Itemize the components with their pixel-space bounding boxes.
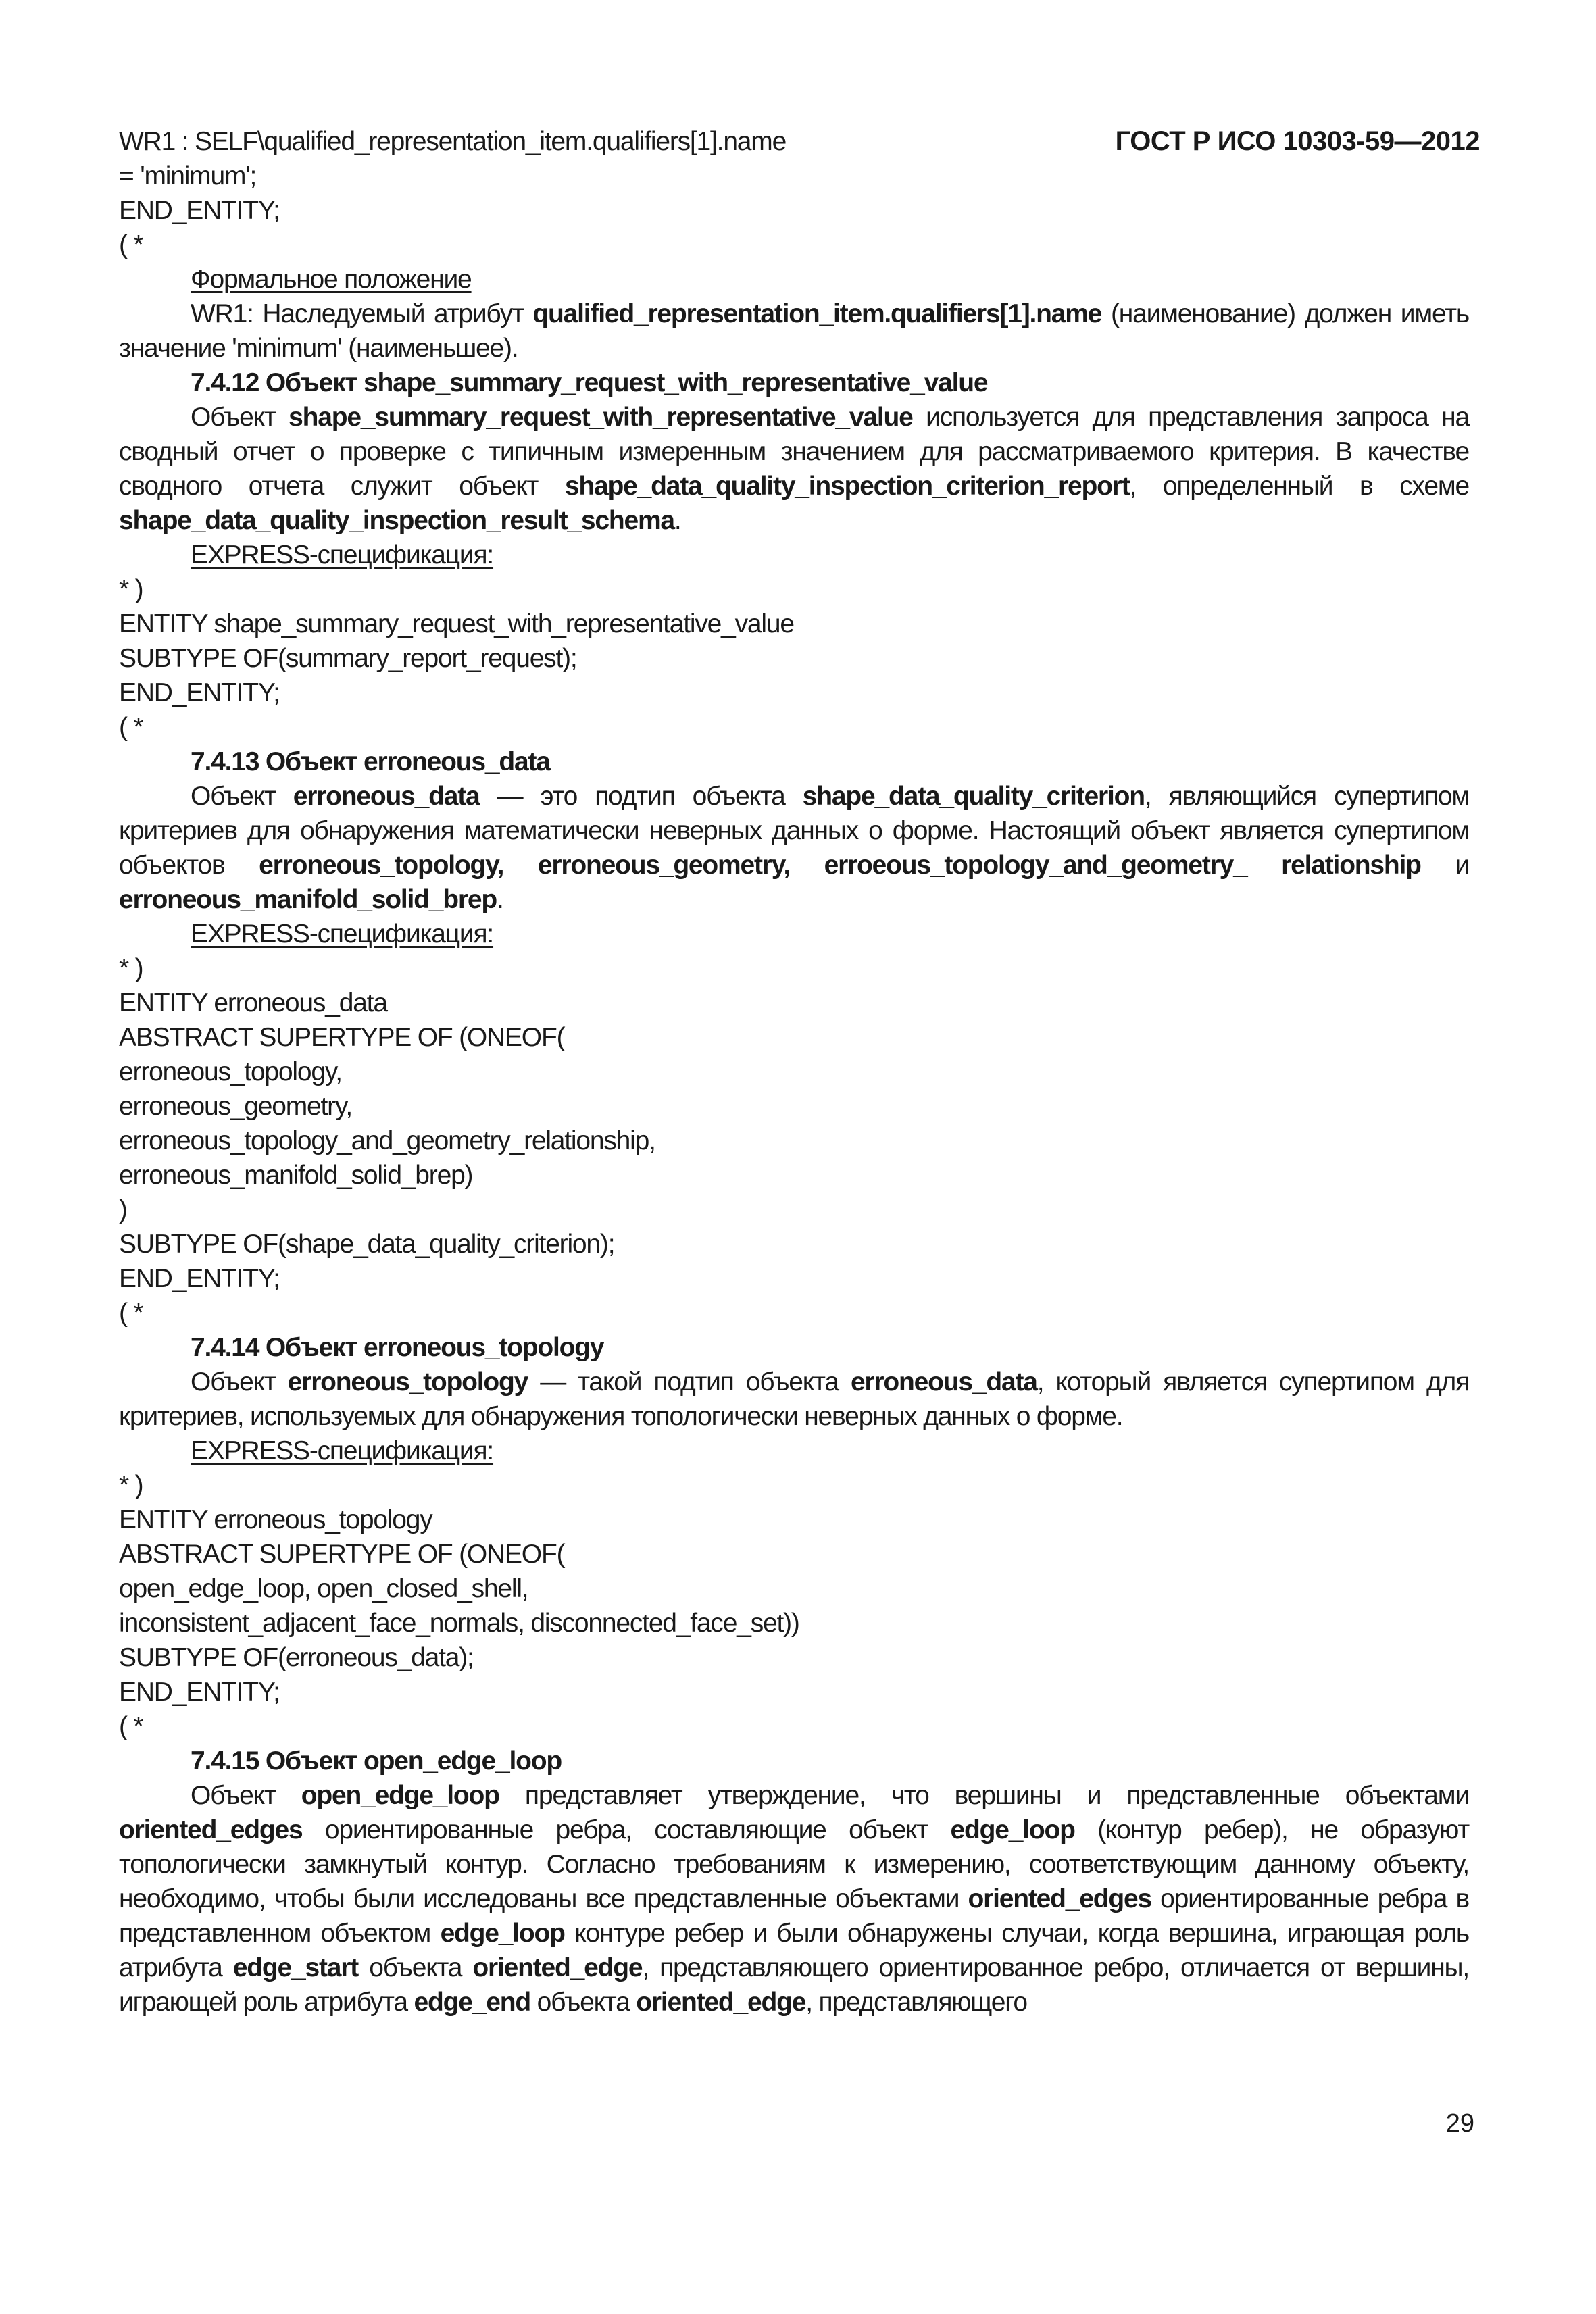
code-line: END_ENTITY;	[119, 678, 280, 707]
page-body	[119, 124, 1469, 2019]
code-line: SUBTYPE OF(erroneous_data);	[119, 1643, 474, 1672]
section-paragraph-7-4-14: Объект erroneous_topology — такой подтип объекта erroneous_data, который является супертипом для критериев, используемых для обнаружения топологически неверных данных о форме.	[119, 1367, 1469, 1431]
code-line: erroneous_manifold_solid_brep)	[119, 1161, 473, 1190]
code-line: END_ENTITY;	[119, 1264, 280, 1293]
code-line: ( *	[119, 1299, 143, 1328]
code-line: erroneous_topology_and_geometry_relationship,	[119, 1126, 655, 1155]
code-line: = 'minimum';	[119, 161, 257, 191]
code-line: * )	[119, 575, 143, 604]
code-line: open_edge_loop, open_closed_shell,	[119, 1574, 528, 1603]
section-paragraph-7-4-13: Объект erroneous_data — это подтип объекта shape_data_quality_criterion, являющийся супертипом критериев для обнаружения математически неверных данных о форме. Настоящий объект является супертипом объектов erroneous_topology, erroneous_geometry, erroeous_topology_and_geometry_ relationship и erroneous_manifold_solid_brep.	[119, 782, 1469, 914]
formal-paragraph: WR1: Наследуемый атрибут qualified_representation_item.qualifiers[1].name (наименование) должен иметь значение 'minimum' (наименьшее).	[119, 299, 1469, 363]
code-line: WR1 : SELF\qualified_representation_item.qualifiers[1].name	[119, 127, 787, 156]
code-line: ( *	[119, 230, 143, 259]
section-heading-7-4-12: 7.4.12 Объект shape_summary_request_with_representative_value	[191, 368, 988, 397]
code-line: END_ENTITY;	[119, 196, 280, 225]
code-line: ( *	[119, 713, 143, 742]
code-line: )	[119, 1195, 127, 1224]
code-line: * )	[119, 954, 143, 983]
section-heading-7-4-14: 7.4.14 Объект erroneous_topology	[191, 1333, 604, 1362]
express-spec-label: EXPRESS-спецификация:	[191, 920, 494, 949]
code-line: SUBTYPE OF(shape_data_quality_criterion);	[119, 1230, 615, 1259]
code-line: ENTITY shape_summary_request_with_representative_value	[119, 609, 794, 638]
section-heading-7-4-15: 7.4.15 Объект open_edge_loop	[191, 1746, 562, 1776]
section-paragraph-7-4-12: Объект shape_summary_request_with_representative_value используется для представления запроса на сводный отчет о проверке с типичным измеренным значением для рассматриваемого критерия. В качестве сводного отчета служит объект shape_data_quality_inspection_criterion_report, определенный в схеме shape_data_quality_inspection_result_schema.	[119, 403, 1469, 535]
section-paragraph-7-4-15: Объект open_edge_loop представляет утверждение, что вершины и представленные объектами oriented_edges ориентированные ребра, составляющие объект edge_loop (контур ребер), не образуют топологически замкнутый контур. Согласно требованиям к измерению, соответствующим данному объекту, необходимо, чтобы были исследованы все представленные объектами oriented_edges ориентированные ребра в представленном объектом edge_loop контуре ребер и были обнаружены случаи, когда вершина, играющая роль атрибута edge_start объекта oriented_edge, представляющего ориентированное ребро, отличается от вершины, играющей роль атрибута edge_end объекта oriented_edge, представляющего	[119, 1781, 1469, 2017]
section-heading-7-4-13: 7.4.13 Объект erroneous_data	[191, 747, 550, 776]
code-line: ENTITY erroneous_topology	[119, 1505, 432, 1534]
code-line: ( *	[119, 1712, 143, 1741]
express-spec-label: EXPRESS-спецификация:	[191, 540, 494, 570]
code-line: END_ENTITY;	[119, 1678, 280, 1707]
code-line: SUBTYPE OF(summary_report_request);	[119, 644, 577, 673]
code-line: ABSTRACT SUPERTYPE OF (ONEOF(	[119, 1540, 565, 1569]
formal-heading: Формальное положение	[191, 265, 472, 294]
code-line: erroneous_topology,	[119, 1057, 342, 1086]
code-line: ABSTRACT SUPERTYPE OF (ONEOF(	[119, 1023, 565, 1052]
code-line: inconsistent_adjacent_face_normals, disconnected_face_set))	[119, 1609, 799, 1638]
code-line: erroneous_geometry,	[119, 1092, 353, 1121]
page-number: 29	[1445, 2109, 1474, 2138]
code-line: ENTITY erroneous_data	[119, 988, 387, 1017]
document-header: ГОСТ Р ИСО 10303-59—2012	[1115, 126, 1480, 156]
code-line: * )	[119, 1471, 143, 1500]
express-spec-label: EXPRESS-спецификация:	[191, 1436, 494, 1465]
